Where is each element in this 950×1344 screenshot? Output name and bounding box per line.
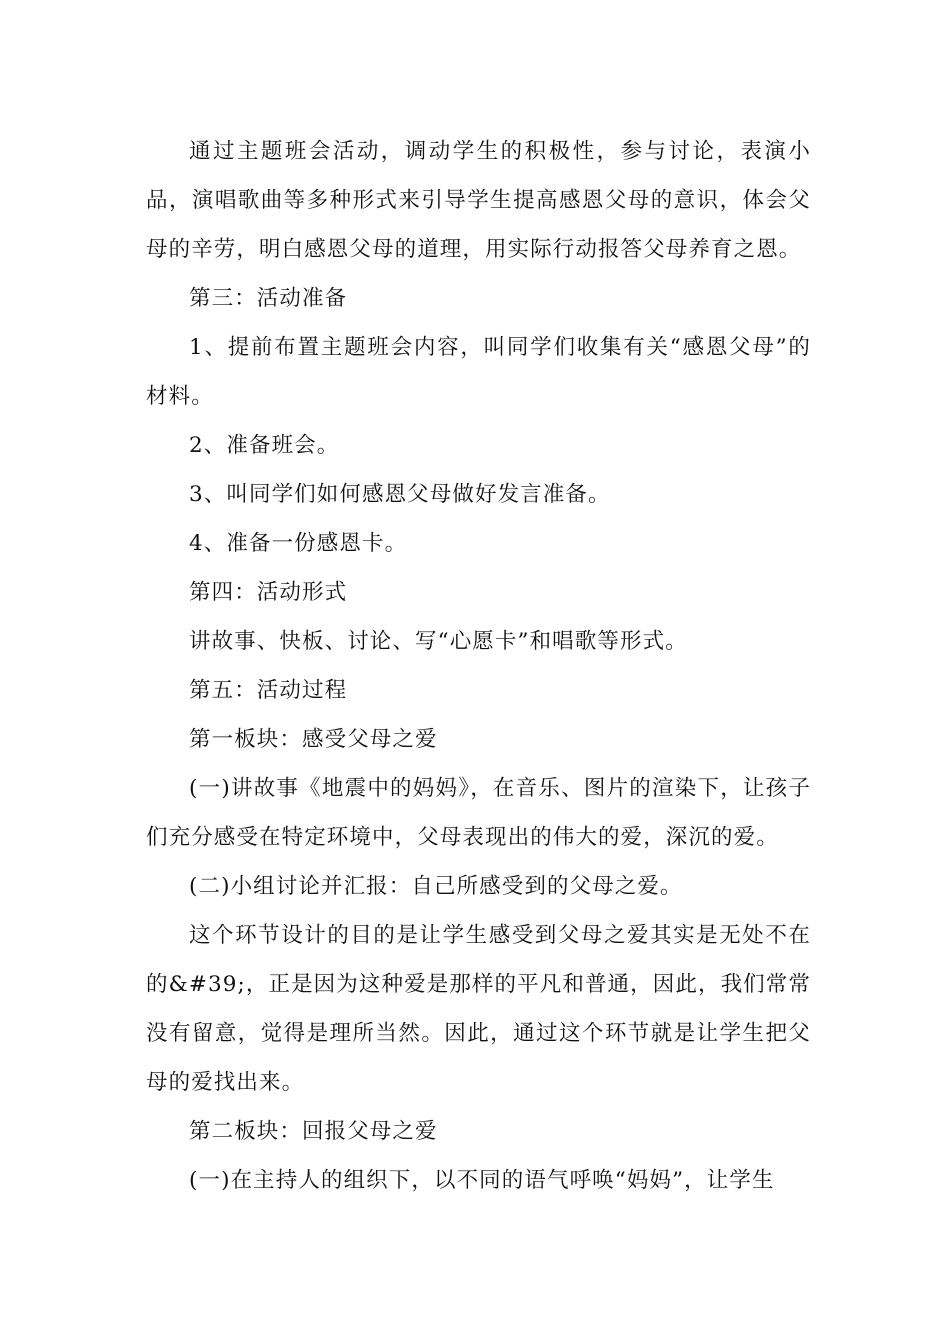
heading-section-3: 第三：活动准备 [189,286,348,311]
list-item-1: 1、提前布置主题班会内容，叫同学们收集有关“感恩父母”的材料。 [146,335,811,409]
list-item-4: 4、准备一份感恩卡。 [189,531,408,556]
list-item-3: 3、叫同学们如何感恩父母做好发言准备。 [189,482,611,507]
heading-section-4: 第四：活动形式 [189,580,348,605]
document-body [146,127,811,1205]
paragraph-call-mom: (一)在主持人的组织下，以不同的语气呼唤“妈妈”，让学生 [189,1168,775,1193]
list-item-2: 2、准备班会。 [189,433,340,458]
paragraph-story: (一)讲故事《地震中的妈妈》，在音乐、图片的渲染下，让孩子们充分感受在特定环境中，父母表现出的伟大的爱，深沉的爱。 [146,776,811,850]
heading-block-1: 第一板块：感受父母之爱 [189,727,438,752]
paragraph-intro: 通过主题班会活动，调动学生的积极性，参与讨论，表演小品，演唱歌曲等多种形式来引导学生提高感恩父母的意识，体会父母的辛劳，明白感恩父母的道理，用实际行动报答父母养育之恩。 [146,139,811,262]
paragraph-group-discussion: (二)小组讨论并汇报：自己所感受到的父母之爱。 [189,874,683,899]
heading-section-5: 第五：活动过程 [189,678,348,703]
paragraph-design-purpose: 这个环节设计的目的是让学生感受到父母之爱其实是无处不在的&#39;，正是因为这种爱是那样的平凡和普通，因此，我们常常没有留意，觉得是理所当然。因此，通过这个环节就是让学生把父母的爱找出来。 [146,923,811,1095]
heading-block-2: 第二板块：回报父母之爱 [189,1119,438,1144]
paragraph-activity-forms: 讲故事、快板、讨论、写“心愿卡”和唱歌等形式。 [189,629,688,654]
